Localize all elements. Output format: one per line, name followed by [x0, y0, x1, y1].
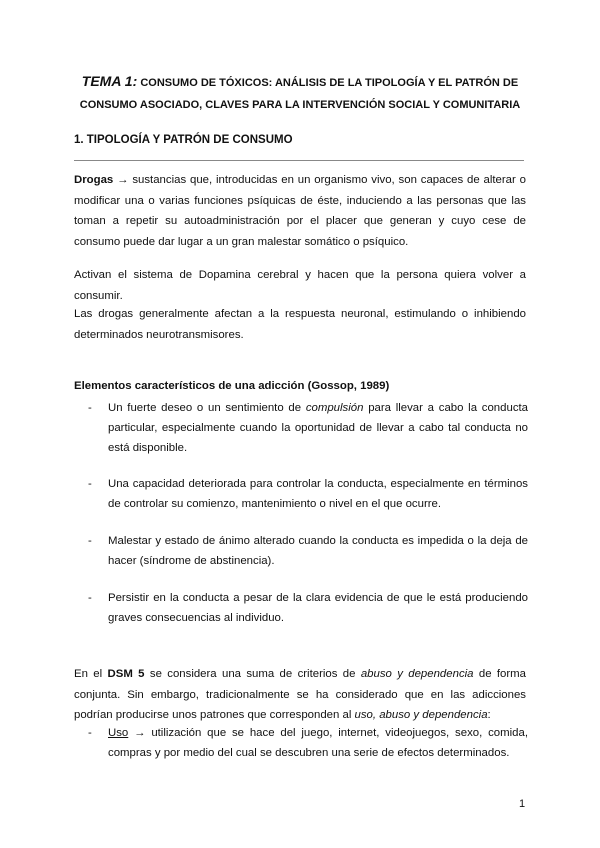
- drogas-term: Drogas: [74, 174, 114, 186]
- uso-arrow: →: [134, 727, 146, 739]
- list-bullet: -: [88, 592, 92, 604]
- drogas-paragraph: [74, 170, 526, 252]
- drogas-definition: sustancias que, introducidas en un organismo vivo, son capaces de alterar o modificar una o varias funciones psíquicas de éste, induciendo a las personas que las toman a repetir su autoadministración por el placer que generan y cuyo cese de consumo puede dar lugar a un gran malestar somático o psíquico.: [74, 174, 526, 248]
- section-heading: 1. TIPOLOGÍA Y PATRÓN DE CONSUMO: [74, 134, 293, 146]
- list-item: [88, 588, 528, 628]
- drogas-arrow: →: [117, 174, 129, 186]
- dsm-emphasis-2: uso, abuso y dependencia: [354, 709, 488, 721]
- uso-term: Uso: [108, 727, 129, 739]
- list-item: [88, 723, 528, 763]
- neuronal-paragraph: Las drogas generalmente afectan a la respuesta neuronal, estimulando o inhibiendo determinados neurotransmisores.: [74, 308, 526, 341]
- dopamina-paragraph: Activan el sistema de Dopamina cerebral y hacen que la persona quiera volver a consumir.: [74, 269, 526, 302]
- item1-after: para llevar a cabo la conducta particular, especialmente cuando la oportunidad de llevar a cabo tal conducta no está disponible.: [108, 402, 529, 454]
- elementos-heading: Elementos característicos de una adicción (Gossop, 1989): [74, 380, 390, 392]
- title-line1: CONSUMO DE TÓXICOS: ANÁLISIS DE LA TIPOLOGÍA Y EL PATRÓN DE: [140, 77, 519, 89]
- dsm-emphasis-1: abuso y dependencia: [360, 668, 474, 680]
- dsm-pre: En el: [74, 668, 103, 680]
- list-bullet: -: [88, 402, 92, 414]
- list-bullet: -: [88, 478, 92, 490]
- uso-text: utilización que se hace del juego, internet, videojuegos, sexo, comida, compras y por medio del cual se descubren una serie de efectos determinados.: [108, 727, 528, 759]
- item2-text: Una capacidad deteriorada para controlar la conducta, especialmente en términos de controlar su comienzo, mantenimiento o nivel en el que ocurre.: [108, 478, 528, 510]
- document-title: [60, 70, 540, 116]
- section-divider: [74, 160, 524, 161]
- dsm-name: DSM 5: [107, 668, 145, 680]
- list-item: [88, 531, 528, 571]
- dsm-paragraph: [74, 664, 526, 726]
- title-tema: TEMA 1:: [81, 73, 138, 89]
- list-bullet: -: [88, 535, 92, 547]
- dsm-end: :: [487, 709, 491, 721]
- item1-emphasis: compulsión: [305, 402, 364, 414]
- dsm-post: de forma conjunta. Sin embargo, tradicionalmente se ha considerado que en las adicciones podrían producirse unos patrones que corresponden al: [74, 668, 526, 721]
- list-bullet: -: [88, 727, 92, 739]
- item1-before: Un fuerte deseo o un sentimiento de: [108, 402, 302, 414]
- item4-text: Persistir en la conducta a pesar de la clara evidencia de que le está produciendo graves consecuencias al individuo.: [108, 592, 528, 624]
- item3-text: Malestar y estado de ánimo alterado cuando la conducta es impedida o la deja de hacer (síndrome de abstinencia).: [108, 535, 528, 567]
- title-line2: CONSUMO ASOCIADO, CLAVES PARA LA INTERVENCIÓN SOCIAL Y COMUNITARIA: [79, 99, 521, 111]
- page-number: 1: [519, 798, 526, 810]
- dsm-mid: se considera una suma de criterios de: [149, 668, 356, 680]
- list-item: [88, 474, 528, 514]
- list-item: [88, 398, 528, 458]
